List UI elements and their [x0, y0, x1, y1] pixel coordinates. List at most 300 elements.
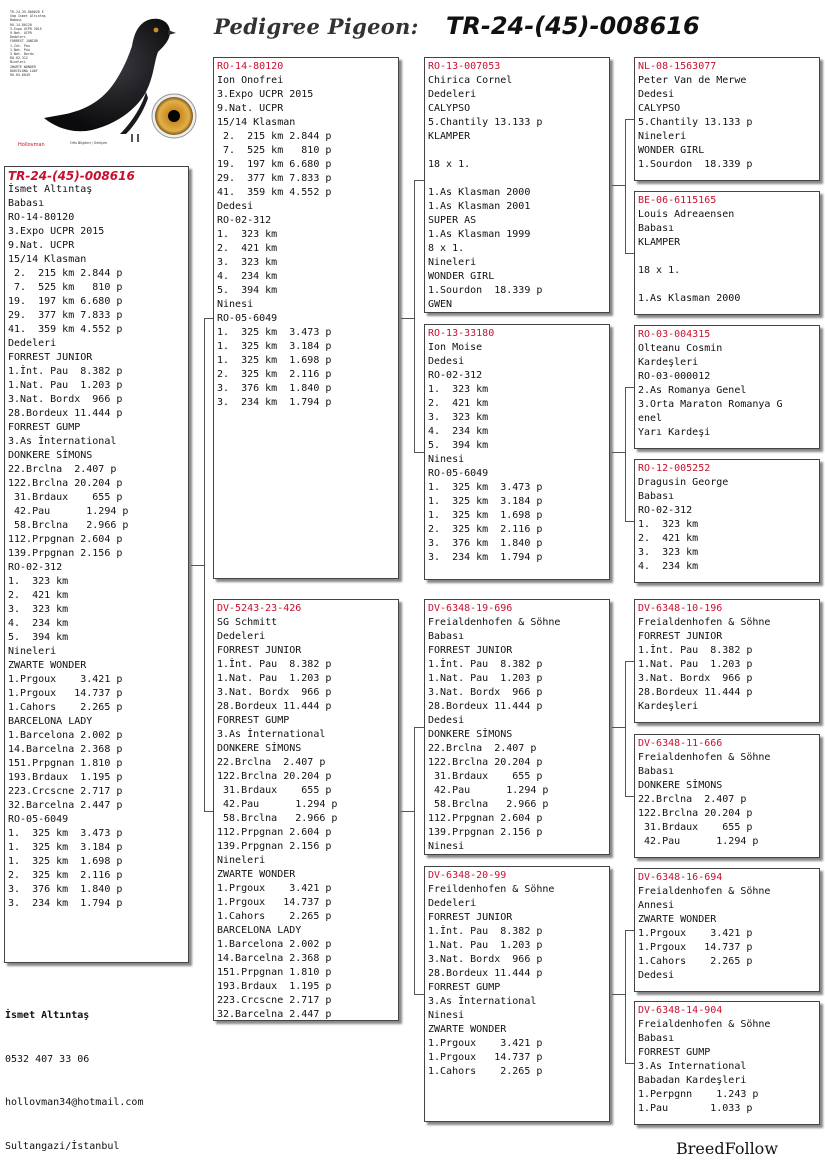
gen3-lines: [428, 883, 606, 1079]
pedigree-line: 1. 325 km 3.473 p: [8, 828, 123, 839]
pedigree-line: 1.Barcelona 2.002 p: [217, 939, 332, 950]
pedigree-line: 1.Nat. Pau 1.203 p: [8, 380, 123, 391]
pedigree-line: Yarı Kardeşi: [638, 427, 711, 438]
pedigree-line: 1. 325 km 1.698 p: [8, 856, 123, 867]
pedigree-line: 1.İnt. Pau 8.382 p: [428, 659, 543, 670]
connector-line: [401, 811, 415, 812]
pedigree-line: DONKERE SİMONS: [428, 729, 513, 740]
pedigree-line: WONDER GIRL: [428, 271, 495, 282]
pedigree-line: CALYPSO: [638, 103, 681, 114]
pedigree-line: 1. 323 km: [428, 384, 489, 395]
pedigree-line: 3.As İnternational: [8, 436, 117, 447]
pedigree-line: ZWARTE WONDER: [638, 914, 717, 925]
pedigree-line: RO-02-312: [638, 505, 693, 516]
pedigree-line: 19. 197 km 6.680 p: [217, 159, 332, 170]
pedigree-line: 3. 234 km 1.794 p: [217, 397, 332, 408]
pedigree-line: 1.Cahors 2.265 p: [638, 956, 753, 967]
pedigree-line: 1.Nat. Pau 1.203 p: [217, 673, 332, 684]
pedigree-line: 2.As Romanya Genel: [638, 385, 747, 396]
photo-mini-line: RO-14-80120: [10, 22, 32, 27]
owner-info: [5, 980, 143, 1169]
pedigree-line: FORREST JUNIOR: [638, 631, 723, 642]
gen4-lines: [638, 74, 816, 172]
pedigree-line: Peter Van de Merwe: [638, 75, 747, 86]
pedigree-line: 2. 421 km: [217, 243, 278, 254]
sire-card[interactable]: [213, 57, 399, 579]
photo-mini-line: BARCELONA LADY: [10, 68, 38, 73]
pedigree-line: 1.İnt. Pau 8.382 p: [638, 645, 753, 656]
pedigree-line: 29. 377 km 7.833 p: [8, 310, 123, 321]
pedigree-line: RO-05-6049: [428, 468, 489, 479]
pedigree-line: Freialdenhofen & Söhne: [638, 617, 771, 628]
pedigree-line: 1. 325 km 3.473 p: [428, 482, 543, 493]
pedigree-line: 3.As International: [638, 1061, 747, 1072]
pedigree-line: Louis Adreaensen: [638, 209, 735, 220]
photo-mini-line: FORREST JUNIOR: [10, 39, 38, 44]
pedigree-line: 3.Nat. Bordx 966 p: [8, 394, 123, 405]
photo-mini-line: 3.Nat. Bordx: [10, 52, 34, 57]
pedigree-line: SG Schmitt: [217, 617, 278, 628]
pedigree-line: Olteanu Cosmin: [638, 343, 723, 354]
pedigree-line: 8 x 1.: [428, 243, 465, 254]
pedigree-line: 22.Brclna 2.407 p: [638, 794, 747, 805]
pedigree-line: Dedeleri: [428, 89, 477, 100]
pedigree-line: BARCELONA LADY: [8, 716, 93, 727]
dam-sire-card[interactable]: [424, 599, 610, 855]
pedigree-line: 1.Cahors 2.265 p: [8, 702, 123, 713]
pedigree-line: 15/14 Klasman: [217, 117, 296, 128]
pedigree-line: 3.Nat. Bordx 966 p: [638, 673, 753, 684]
pedigree-line: Kardeşleri: [638, 701, 699, 712]
photo-mini-line: 9.Nat. UCPR: [10, 31, 32, 36]
pedigree-line: 2. 421 km: [8, 590, 69, 601]
pedigree-line: 112.Prpgnan 2.604 p: [8, 534, 123, 545]
pedigree-line: Babası: [638, 1033, 675, 1044]
pedigree-line: RO-05-6049: [217, 313, 278, 324]
pedigree-line: WONDER GIRL: [638, 145, 705, 156]
photo-mini-line: 1.İnt. Pau: [10, 43, 30, 48]
pedigree-line: Dedeleri: [8, 338, 57, 349]
pedigree-line: 1.Nat. Pau 1.203 p: [428, 673, 543, 684]
pedigree-line: 139.Prpgnan 2.156 p: [8, 548, 123, 559]
pedigree-line: KLAMPER: [428, 131, 471, 142]
pedigree-line: RO-02-312: [428, 370, 483, 381]
pedigree-line: 18 x 1.: [638, 265, 681, 276]
pedigree-line: SUPER AS: [428, 215, 477, 226]
pedigree-line: 3.As İnternational: [217, 729, 326, 740]
pedigree-line: 1. 325 km 3.184 p: [428, 496, 543, 507]
pedigree-line: 28.Bordeux 11.444 p: [428, 968, 543, 979]
pedigree-line: 122.Brclna 20.204 p: [428, 757, 543, 768]
pedigree-line: 1.İnt. Pau 8.382 p: [428, 926, 543, 937]
pedigree-line: Babası: [638, 491, 675, 502]
pedigree-line: 3. 376 km 1.840 p: [428, 538, 543, 549]
pedigree-line: 14.Barcelna 2.368 p: [217, 953, 332, 964]
pedigree-line: 3. 323 km: [217, 257, 278, 268]
pedigree-line: 2. 325 km 2.116 p: [217, 369, 332, 380]
pedigree-line: 1.Nat. Pau 1.203 p: [638, 659, 753, 670]
gen4-ring: DV-6348-16-694: [638, 872, 723, 883]
dam-ring: DV-5243-23-426: [217, 603, 302, 614]
pedigree-line: ZWARTE WONDER: [8, 660, 87, 671]
connector-line: [414, 727, 415, 994]
pedigree-line: Nineleri: [8, 646, 57, 657]
gen4-card[interactable]: [634, 191, 820, 315]
pedigree-line: 7. 525 km 810 p: [217, 145, 332, 156]
sire-lines: [217, 74, 395, 410]
pedigree-line: 112.Prpgnan 2.604 p: [217, 827, 332, 838]
pedigree-line: [428, 172, 606, 186]
subject-pigeon-card[interactable]: [4, 166, 189, 963]
pedigree-line: 1.Barcelona 2.002 p: [8, 730, 123, 741]
connector-line: [414, 180, 424, 181]
pedigree-line: 1.İnt. Pau 8.382 p: [217, 659, 332, 670]
gen4-ring: DV-6348-11-666: [638, 738, 723, 749]
pedigree-line: 193.Brdaux 1.195 p: [8, 772, 123, 783]
pedigree-line: İsmet Altıntaş: [8, 184, 93, 195]
pedigree-line: 1. 325 km 1.698 p: [217, 355, 332, 366]
gen4-card[interactable]: [634, 868, 820, 992]
pedigree-line: 1.Prgoux 14.737 p: [217, 897, 332, 908]
pedigree-line: 1.Sourdon 18.339 p: [638, 159, 753, 170]
gen4-lines: [638, 885, 816, 983]
pedigree-line: Babası: [638, 766, 675, 777]
pedigree-line: Annesi: [638, 900, 675, 911]
subject-lines: [8, 183, 185, 911]
page-title: Pedigree Pigeon:: [214, 14, 419, 39]
pedigree-line: Ninesi: [428, 1010, 465, 1021]
gen4-lines: [638, 342, 816, 440]
pedigree-line: 122.Brclna 20.204 p: [638, 808, 753, 819]
owner-phone: 0532 407 33 06: [5, 1053, 90, 1065]
photo-mini-line: TR-24-35-008626 E: [10, 10, 44, 14]
pedigree-line: 1.Prgoux 14.737 p: [428, 1052, 543, 1063]
photo-mini-line: Nineleri: [10, 60, 26, 65]
pedigree-line: 7. 525 km 810 p: [8, 282, 123, 293]
pedigree-line: 1.As Klasman 2000: [428, 187, 531, 198]
pedigree-line: Dedesi: [428, 715, 465, 726]
pedigree-line: 151.Prpgnan 1.810 p: [8, 758, 123, 769]
photo-mini-line: RO-05-6049: [10, 73, 30, 78]
pedigree-line: FORREST JUNIOR: [428, 912, 513, 923]
dam-card[interactable]: [213, 599, 399, 1021]
pedigree-line: FORREST GUMP: [217, 715, 290, 726]
pedigree-line: 193.Brdaux 1.195 p: [217, 981, 332, 992]
connector-line: [612, 185, 626, 186]
pedigree-line: [638, 278, 816, 292]
pedigree-line: FORREST JUNIOR: [428, 645, 513, 656]
gen3-ring: DV-6348-19-696: [428, 603, 513, 614]
pedigree-line: 1.Pau 1.033 p: [638, 1103, 753, 1114]
pedigree-line: Chirica Cornel: [428, 75, 513, 86]
dam-dam-card[interactable]: [424, 866, 610, 1122]
pedigree-line: 1.Nat. Pau 1.203 p: [428, 940, 543, 951]
pedigree-line: 2. 325 km 2.116 p: [8, 870, 123, 881]
pedigree-line: 1. 325 km 3.184 p: [8, 842, 123, 853]
dam-lines: [217, 616, 395, 1021]
gen3-lines: [428, 341, 606, 565]
pedigree-line: 1.Prgoux 3.421 p: [428, 1038, 543, 1049]
pedigree-line: GWEN: [428, 299, 453, 310]
pedigree-line: Dragusin George: [638, 477, 729, 488]
pedigree-line: DONKERE SİMONS: [8, 450, 93, 461]
pedigree-line: RO-02-312: [8, 562, 63, 573]
connector-line: [612, 994, 626, 995]
gen4-lines: [638, 208, 816, 306]
connector-line: [612, 727, 626, 728]
gen4-card[interactable]: [634, 599, 820, 723]
pedigree-line: 2. 215 km 2.844 p: [8, 268, 123, 279]
pedigree-line: FORREST JUNIOR: [217, 645, 302, 656]
pedigree-line: 28.Bordeux 11.444 p: [638, 687, 753, 698]
connector-line: [204, 318, 205, 811]
pedigree-line: Ninesi: [428, 841, 465, 852]
subject-ring: TR-24-(45)-008616: [8, 169, 135, 183]
pedigree-line: RO-02-312: [217, 215, 272, 226]
gen4-card[interactable]: [634, 1001, 820, 1125]
connector-line: [625, 387, 626, 521]
pedigree-line: FORREST GUMP: [428, 982, 501, 993]
gen4-ring: BE-06-6115165: [638, 195, 717, 206]
connector-line: [625, 661, 634, 662]
pedigree-line: enel: [638, 413, 663, 424]
pedigree-line: 9.Nat. UCPR: [8, 240, 75, 251]
pedigree-line: Nineleri: [638, 131, 687, 142]
pedigree-line: 1. 323 km: [8, 576, 69, 587]
pedigree-line: 151.Prpgnan 1.810 p: [217, 967, 332, 978]
gen3-ring: DV-6348-20-99: [428, 870, 507, 881]
gen4-card[interactable]: [634, 325, 820, 449]
pedigree-line: Dedesi: [428, 356, 465, 367]
pedigree-line: 3. 323 km: [8, 604, 69, 615]
photo-mini-line: 3.Expo UCPR 2015: [10, 26, 42, 31]
pedigree-line: [638, 250, 816, 264]
pedigree-line: 2. 421 km: [638, 533, 699, 544]
pedigree-line: 41. 359 km 4.552 p: [8, 324, 123, 335]
pedigree-line: 32.Barcelna 2.447 p: [8, 800, 123, 811]
pedigree-line: 22.Brclna 2.407 p: [8, 464, 117, 475]
owner-name: İsmet Altıntaş: [5, 1010, 90, 1021]
pedigree-line: 3. 376 km 1.840 p: [217, 383, 332, 394]
pedigree-line: 42.Pau 1.294 p: [217, 799, 338, 810]
gen4-lines: [638, 476, 816, 574]
pedigree-line: Freialdenhofen & Söhne: [638, 752, 771, 763]
pedigree-line: 58.Brclna 2.966 p: [8, 520, 129, 531]
pedigree-line: 28.Bordeux 11.444 p: [428, 701, 543, 712]
pedigree-line: ZWARTE WONDER: [428, 1024, 507, 1035]
pedigree-line: 3.As İnternational: [428, 996, 537, 1007]
pedigree-line: 5. 394 km: [428, 440, 489, 451]
pedigree-line: 18 x 1.: [428, 159, 471, 170]
svg-text:Hollovman: Hollovman: [18, 142, 45, 148]
pedigree-line: CALYPSO: [428, 103, 471, 114]
pedigree-line: 1.As Klasman 2000: [638, 293, 741, 304]
pedigree-line: Nineleri: [428, 257, 477, 268]
pedigree-line: 1. 325 km 1.698 p: [428, 510, 543, 521]
connector-line: [612, 452, 626, 453]
photo-mini-line: RO-02-312: [10, 56, 28, 61]
connector-line: [625, 119, 634, 120]
connector-line: [414, 452, 424, 453]
owner-email[interactable]: hollovman34@hotmail.com: [5, 1097, 144, 1108]
pedigree-line: 112.Prpgnan 2.604 p: [428, 813, 543, 824]
pedigree-line: Nineleri: [217, 855, 266, 866]
gen3-ring: RO-13-007053: [428, 61, 501, 72]
pedigree-line: 31.Brdaux 655 p: [8, 492, 123, 503]
ring-number-heading: TR-24-(45)-008616: [446, 12, 700, 40]
pedigree-line: Freialdenhofen & Söhne: [428, 617, 561, 628]
photo-mini-line: Dedeleri: [10, 35, 26, 40]
pedigree-line: Freialdenhofen & Söhne: [638, 1019, 771, 1030]
photo-mini-line: 1.Nat. Pau: [10, 47, 30, 52]
pedigree-line: 22.Brclna 2.407 p: [428, 743, 537, 754]
pedigree-line: 14.Barcelna 2.368 p: [8, 744, 123, 755]
pedigree-line: Dedesi: [217, 201, 254, 212]
pedigree-line: 223.Crcscne 2.717 p: [8, 786, 123, 797]
pedigree-line: Babası: [638, 223, 675, 234]
brand-footer: BreedFollow: [676, 1139, 779, 1158]
pedigree-line: RO-03-000012: [638, 371, 711, 382]
pedigree-line: 28.Bordeux 11.444 p: [217, 701, 332, 712]
svg-text:Ofis Bilgileri / İletişim: Ofis Bilgileri / İletişim: [70, 141, 108, 145]
pedigree-line: 1.As Klasman 2001: [428, 201, 531, 212]
pedigree-line: 3. 234 km 1.794 p: [428, 552, 543, 563]
pedigree-line: 1.Prgoux 3.421 p: [638, 928, 753, 939]
pedigree-line: 4. 234 km: [428, 426, 489, 437]
connector-line: [625, 930, 626, 1063]
pedigree-line: 1.As Klasman 1999: [428, 229, 531, 240]
pedigree-line: 58.Brclna 2.966 p: [217, 813, 338, 824]
pedigree-line: 31.Brdaux 655 p: [638, 822, 753, 833]
owner-city: Sultangazi/İstanbul: [5, 1140, 120, 1152]
sire-sire-card[interactable]: [424, 57, 610, 313]
gen3-ring: RO-13-33180: [428, 328, 495, 339]
pedigree-line: 1.Prgoux 3.421 p: [8, 674, 123, 685]
pedigree-line: Ninesi: [428, 454, 465, 465]
pedigree-line: Dedeleri: [217, 631, 266, 642]
pedigree-line: 4. 234 km: [638, 561, 699, 572]
pedigree-line: ZWARTE WONDER: [217, 869, 296, 880]
pedigree-line: 1. 323 km: [638, 519, 699, 530]
gen4-card[interactable]: [634, 459, 820, 583]
connector-line: [204, 811, 213, 812]
pedigree-line: 15/14 Klasman: [8, 254, 87, 265]
pedigree-line: 9.Nat. UCPR: [217, 103, 284, 114]
gen4-card[interactable]: [634, 57, 820, 181]
pedigree-line: RO-05-6049: [8, 814, 69, 825]
pedigree-line: BARCELONA LADY: [217, 925, 302, 936]
pedigree-line: 5.Chantily 13.133 p: [428, 117, 543, 128]
photo-mini-line: ZWARTE WONDER: [10, 64, 36, 69]
connector-line: [401, 318, 415, 319]
pedigree-line: Ion Onofrei: [217, 75, 284, 86]
pedigree-line: 29. 377 km 7.833 p: [217, 173, 332, 184]
pedigree-line: 1.İnt. Pau 8.382 p: [8, 366, 123, 377]
pedigree-line: 3. 376 km 1.840 p: [8, 884, 123, 895]
gen4-lines: [638, 1018, 816, 1116]
pedigree-line: Dedesi: [638, 89, 675, 100]
pedigree-line: 1. 325 km 3.184 p: [217, 341, 332, 352]
pedigree-line: 3.Expo UCPR 2015: [8, 226, 105, 237]
connector-line: [191, 565, 205, 566]
pedigree-line: Freialdenhofen & Söhne: [638, 886, 771, 897]
sire-ring: RO-14-80120: [217, 61, 284, 72]
pedigree-line: Kardeşleri: [638, 357, 699, 368]
connector-line: [625, 119, 626, 253]
pedigree-line: 139.Prpgnan 2.156 p: [428, 827, 543, 838]
pedigree-line: 1.Cahors 2.265 p: [428, 1066, 543, 1077]
pedigree-line: 28.Bordeux 11.444 p: [8, 408, 123, 419]
pedigree-line: 3.Expo UCPR 2015: [217, 89, 314, 100]
gen4-ring: DV-6348-14-904: [638, 1005, 723, 1016]
pedigree-line: 223.Crcscne 2.717 p: [217, 995, 332, 1006]
pedigree-line: Freildenhofen & Söhne: [428, 884, 555, 895]
pedigree-line: 2. 421 km: [428, 398, 489, 409]
pedigree-line: 2. 325 km 2.116 p: [428, 524, 543, 535]
pedigree-line: Ninesi: [217, 299, 254, 310]
pedigree-line: 1. 325 km 3.473 p: [217, 327, 332, 338]
connector-line: [625, 387, 634, 388]
connector-line: [625, 930, 634, 931]
pedigree-line: 22.Brclna 2.407 p: [217, 757, 326, 768]
pedigree-line: 19. 197 km 6.680 p: [8, 296, 123, 307]
gen4-ring: RO-03-004315: [638, 329, 711, 340]
connector-line: [625, 1063, 634, 1064]
pedigree-line: 1.Prgoux 14.737 p: [638, 942, 753, 953]
photo-mini-line: Sag İsmet Altıntaş: [10, 14, 46, 19]
pedigree-line: 32.Barcelna 2.447 p: [217, 1009, 332, 1020]
pedigree-line: 41. 359 km 4.552 p: [217, 187, 332, 198]
pedigree-line: 31.Brdaux 655 p: [217, 785, 332, 796]
gen4-lines: [638, 751, 816, 849]
pedigree-line: 4. 234 km: [8, 618, 69, 629]
pedigree-line: 5. 394 km: [217, 285, 278, 296]
pedigree-line: Dedesi: [638, 970, 675, 981]
pedigree-line: 122.Brclna 20.204 p: [8, 478, 123, 489]
pedigree-line: 3. 234 km 1.794 p: [8, 898, 123, 909]
pedigree-line: 5.Chantily 13.133 p: [638, 117, 753, 128]
pedigree-line: FORREST JUNIOR: [8, 352, 93, 363]
pedigree-line: 122.Brclna 20.204 p: [217, 771, 332, 782]
pedigree-line: 1.Cahors 2.265 p: [217, 911, 332, 922]
pedigree-line: 139.Prpgnan 2.156 p: [217, 841, 332, 852]
pedigree-line: 4. 234 km: [217, 271, 278, 282]
pedigree-line: Babadan Kardeşleri: [638, 1075, 747, 1086]
gen3-lines: [428, 74, 606, 312]
gen4-ring: DV-6348-10-196: [638, 603, 723, 614]
pedigree-line: FORREST GUMP: [638, 1047, 711, 1058]
connector-line: [414, 727, 424, 728]
pedigree-line: RO-14-80120: [8, 212, 75, 223]
connector-line: [414, 180, 415, 452]
sire-dam-card[interactable]: [424, 324, 610, 580]
pedigree-line: 42.Pau 1.294 p: [638, 836, 759, 847]
pedigree-line: 1.Perpgnn 1.243 p: [638, 1089, 759, 1100]
pedigree-line: [428, 144, 606, 158]
pedigree-line: 2. 215 km 2.844 p: [217, 131, 332, 142]
connector-line: [414, 994, 424, 995]
connector-line: [625, 521, 634, 522]
pedigree-line: 3. 323 km: [638, 547, 699, 558]
gen4-card[interactable]: [634, 734, 820, 858]
connector-line: [625, 253, 634, 254]
pedigree-line: Babası: [8, 198, 45, 209]
connector-line: [625, 661, 626, 796]
pedigree-line: 3.Nat. Bordx 966 p: [217, 687, 332, 698]
pedigree-line: KLAMPER: [638, 237, 681, 248]
connector-line: [625, 796, 634, 797]
connector-line: [204, 318, 213, 319]
